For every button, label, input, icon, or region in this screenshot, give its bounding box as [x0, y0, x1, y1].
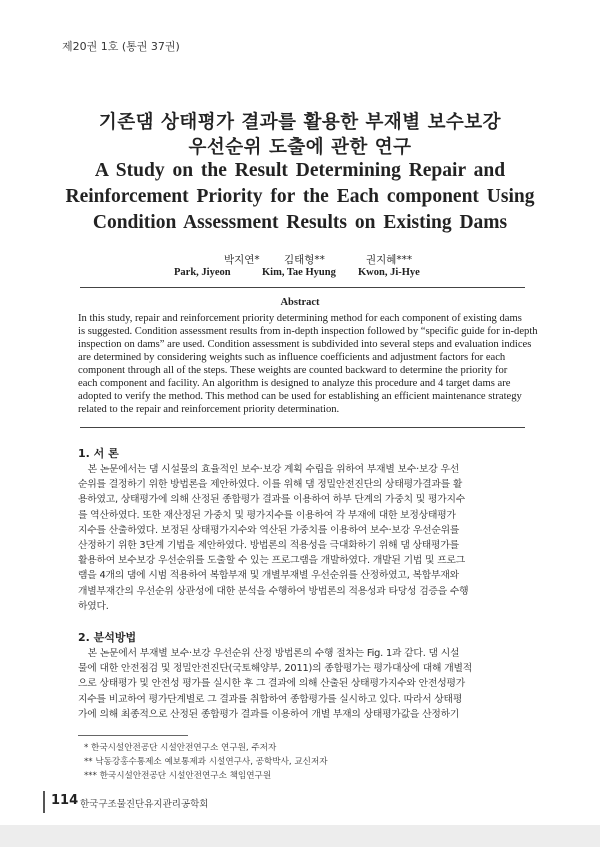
body-line: 개별부재간의 우선순위 상관성에 대한 분석을 수행하여 방법론의 적용성과 타당성 검증을 수행 [78, 585, 469, 597]
author-en-3: Kwon, Ji-Hye [358, 267, 420, 278]
body-line: 를 역산하였다. 또한 재산정된 가중치 및 평가지수를 이용하여 각 부재에 대한 보정상태평가 [78, 509, 456, 521]
body-line: 본 논문에서 부재별 보수·보강 우선순위 산정 방법론의 수행 절차는 Fig. 1과 같다. 댐 시설 [78, 648, 460, 659]
section-1-title: 1. 서 론 [78, 447, 119, 460]
footnote-1: * 한국시설안전공단 시설안전연구소 연구원, 주저자 [84, 743, 277, 753]
body-line: 본 논문에서는 댐 시설물의 효율적인 보수·보강 계획 수립을 위하여 부재별 보수·보강 우선 [78, 464, 459, 475]
abstract-divider [80, 427, 525, 428]
body-line: 램을 4개의 댐에 시범 적용하여 복합부재 및 개별부재별 우선순위를 산정하였고, 복합부재와 [78, 570, 459, 582]
body-line: 활용하여 보수보강 우선순위를 도출할 수 있는 프로그램을 개발하였다. 개발된 기법 및 프로그 [78, 555, 465, 567]
footnote-2: ** 낙동강홍수통제소 예보통제과 시설연구사, 공학박사, 교신저자 [84, 757, 328, 767]
footnote-divider [78, 735, 188, 736]
body-line: 가에 의해 최종적으로 산정된 종합평가 결과를 이용하여 개별 부재의 상태평가값을 산정하기 [78, 708, 460, 720]
abstract-line: adopted to verify the method. This method can be used for establishing an efficient maintenance strategy [78, 391, 522, 402]
footnote-3: *** 한국시설안전공단 시설안전연구소 책임연구원 [84, 771, 272, 781]
author-en-2: Kim, Tae Hyung [262, 267, 336, 278]
body-line: 순위를 결정하기 위한 방법론을 제안하였다. 이를 위해 댐 정밀안전진단의 상태평가결과를 활 [78, 479, 463, 491]
english-title-line-2: Reinforcement Priority for the Each component Using [65, 186, 535, 207]
english-title-line-1: A Study on the Result Determining Repair and [94, 160, 506, 181]
footer-band [0, 825, 600, 847]
abstract-line: are determined by considering weights such as influence coefficients and adjustment factors for each [78, 352, 506, 363]
abstract-line: inspection on dams” are used. Condition assessment is subdivided into several steps and evaluation indices [78, 339, 532, 350]
body-line: 산정하기 위한 3단계 기법을 제안하였다. 방법론의 적용성을 극대화하기 위해 댐 상태평가를 [78, 540, 459, 551]
author-ko-3: 권지혜*** [366, 254, 413, 266]
author-ko-2: 김태형** [284, 254, 325, 266]
journal-issue-header: 제20권 1호 (통권 37권) [62, 40, 180, 53]
body-line: 지수를 비교하여 평가단계별로 그 결과를 취합하여 종합평가를 실시하고 있다. 따라서 상태평 [78, 693, 463, 705]
section-2-title: 2. 분석방법 [78, 631, 137, 644]
body-line: 지수를 산출하였다. 보정된 상태평가지수와 역산된 가중치를 이용하여 보수·보강 우선순위를 [78, 524, 460, 536]
abstract-line: In this study, repair and reinforcement priority determining method for each component of existing dams [78, 313, 522, 324]
journal-name: 한국구조물진단유지관리공학회 [80, 799, 209, 810]
page-number: 114 [51, 793, 79, 808]
abstract-line: is suggested. Condition assessment results from in-depth inspection followed by “specific guide for in-depth [78, 326, 538, 337]
author-en-1: Park, Jiyeon [174, 267, 231, 278]
title-divider [80, 287, 525, 288]
body-line: 물에 대한 안전점검 및 정밀안전진단(국토해양부, 2011)의 종합평가는 평가대상에 대해 개별적 [78, 663, 473, 675]
abstract-title: Abstract [280, 297, 320, 308]
korean-title-line-2: 우선순위 도출에 관한 연구 [188, 137, 412, 158]
abstract-line: related to the repair and reinforcement priority determination. [78, 404, 340, 415]
body-line: 용하였고, 상태평가에 의해 산정된 종합평가 결과를 이용하여 하부 단계의 가중치 및 평가지수 [78, 494, 465, 506]
english-title-line-3: Condition Assessment Results on Existing Dams [92, 212, 508, 233]
body-line: 하였다. [78, 600, 109, 612]
page-number-marker [43, 791, 45, 813]
abstract-line: component through all of the steps. These weights are counted backward to determine the priority for [78, 365, 508, 376]
body-line: 으로 상태평가 및 안전성 평가를 실시한 후 그 결과에 의해 산출된 상태평가지수와 안전성평가 [78, 678, 465, 690]
abstract-line: each component and facility. An algorithm is designed to analyze this procedure and 4 target dams are [78, 378, 511, 389]
korean-title-line-1: 기존댐 상태평가 결과를 활용한 부재별 보수보강 [98, 112, 502, 133]
author-ko-1: 박지연* [224, 254, 260, 266]
